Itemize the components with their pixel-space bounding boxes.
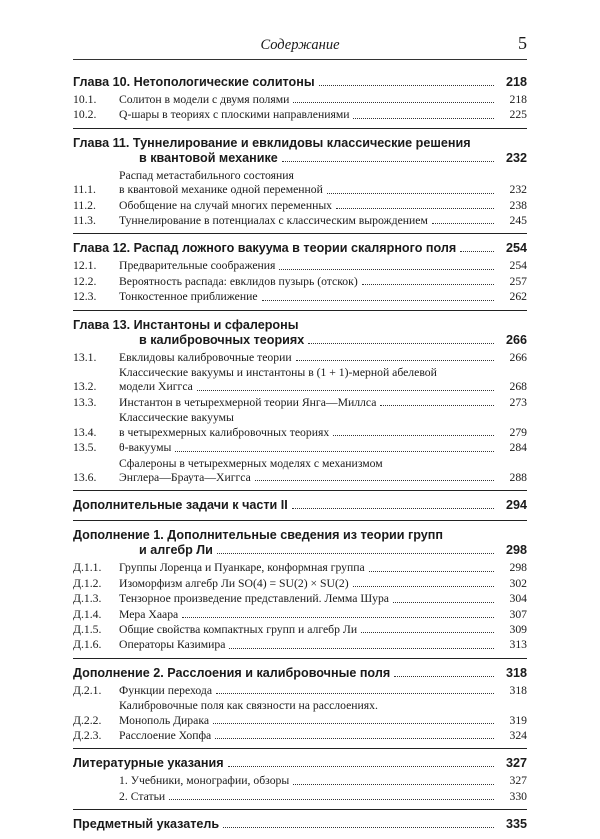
entry-title: Расслоение Хопфа — [119, 728, 212, 742]
chapter-title-line2-row — [73, 151, 497, 166]
toc-entry[interactable] — [73, 577, 527, 591]
table-of-contents — [73, 71, 527, 839]
toc-entry[interactable] — [73, 169, 527, 198]
entry-page: 218 — [509, 93, 527, 106]
toc-entry[interactable] — [73, 608, 527, 622]
leader-dots — [262, 300, 494, 301]
entry-title-line1: Классические вакуумы и инстантоны в (1 + 1)-мерной абелевой — [119, 366, 437, 380]
chapter-title-line1: Глава 11. Туннелирование и евклидовы классические решения — [73, 135, 471, 150]
chapter-heading — [73, 528, 497, 558]
entry-title-line2-row — [119, 471, 497, 485]
chapter-title-line2-row — [73, 333, 497, 348]
entry-text — [115, 259, 497, 273]
entry-text — [115, 290, 497, 304]
chapter-entry[interactable] — [73, 528, 527, 558]
toc-entry[interactable] — [73, 729, 527, 743]
entry-number: 13.2. — [73, 380, 97, 394]
chapter-title-line2-row — [73, 543, 497, 558]
entry-title: Предварительные соображения — [119, 259, 276, 273]
chapter-title-line2: и алгебр Ли — [139, 543, 213, 558]
entry-text — [115, 608, 497, 622]
leader-dots — [362, 284, 494, 285]
entry-title-row — [119, 351, 497, 365]
entry-page: 254 — [509, 259, 527, 273]
toc-entry[interactable] — [73, 108, 527, 122]
entry-title-row — [119, 623, 497, 637]
entry-text — [115, 592, 497, 606]
chapter-entry[interactable] — [73, 136, 527, 166]
entry-title-row — [119, 396, 497, 410]
leader-dots — [169, 799, 494, 800]
entry-title-row — [119, 684, 497, 698]
entry-title-row — [119, 561, 497, 575]
chapter-title-line2: в квантовой механике — [139, 150, 278, 165]
leader-dots — [308, 343, 494, 344]
leader-dots — [353, 586, 494, 587]
entry-title: 2. Статьи — [119, 789, 166, 803]
entry-text — [115, 457, 497, 486]
leader-dots — [213, 723, 494, 724]
entry-title-row — [119, 441, 497, 455]
entry-title: Группы Лоренца и Пуанкаре, конформная группа — [119, 561, 365, 575]
entry-page: 327 — [509, 774, 527, 788]
entry-text — [115, 623, 497, 637]
entry-title: Вероятность распада: евклидов пузырь (отскок) — [119, 274, 358, 288]
chapter-title-row — [73, 75, 497, 90]
leader-dots — [296, 360, 494, 361]
entry-page: 307 — [509, 607, 527, 621]
entry-title-row — [119, 108, 497, 122]
entry-title-row — [119, 275, 497, 289]
entry-title-line2-row — [119, 380, 497, 394]
entry-text — [115, 351, 497, 365]
entry-title: Изоморфизм алгебр Ли SO(4) = SU(2) × SU(2) — [119, 576, 349, 590]
toc-entry[interactable] — [73, 774, 527, 788]
entry-text — [115, 577, 497, 591]
entry-page: 324 — [509, 728, 527, 742]
chapter-page: 254 — [505, 241, 527, 256]
leader-dots — [292, 508, 494, 509]
chapter-title-row — [73, 756, 497, 771]
running-header — [73, 33, 527, 63]
entry-text — [115, 214, 497, 228]
toc-entry[interactable] — [73, 366, 527, 395]
entry-title-row — [119, 774, 497, 788]
entry-page: 288 — [509, 470, 527, 484]
entry-page: 309 — [509, 622, 527, 636]
entry-number: 11.1. — [73, 183, 96, 197]
entry-number: 12.1. — [73, 259, 97, 273]
entry-title: Солитон в модели с двумя полями — [119, 93, 290, 106]
entry-number: Д.2.2. — [73, 713, 102, 727]
chapter-heading — [73, 75, 497, 90]
toc-entry[interactable] — [73, 275, 527, 289]
entry-title: Обобщение на случай многих переменных — [119, 198, 333, 212]
leader-dots — [460, 251, 494, 252]
entry-text — [115, 108, 497, 122]
toc-entry[interactable] — [73, 214, 527, 228]
entry-title-row — [119, 290, 497, 304]
toc-section — [73, 128, 527, 234]
toc-section — [73, 658, 527, 749]
entry-title: 1. Учебники, монографии, обзоры — [119, 774, 290, 788]
toc-entry[interactable] — [73, 561, 527, 575]
chapter-heading — [73, 666, 497, 681]
chapter-entry[interactable] — [73, 666, 527, 681]
entry-title: θ-вакуумы — [119, 441, 172, 455]
entry-number: 12.2. — [73, 274, 97, 288]
chapter-entry[interactable] — [73, 75, 527, 90]
entry-title-line1: Сфалероны в четырехмерных моделях с механизмом — [119, 456, 383, 470]
entry-title-line2: Монополь Дирака — [119, 713, 210, 727]
chapter-entry[interactable] — [73, 241, 527, 256]
chapter-title: Дополнение 2. Расслоения и калибровочные поля — [73, 665, 391, 680]
entry-number: Д.1.3. — [73, 592, 102, 606]
chapter-title-row — [73, 498, 497, 513]
entry-page: 330 — [509, 789, 527, 803]
entry-title-line1: Калибровочные поля как связности на расслоениях. — [119, 699, 378, 713]
entry-title: Тензорное произведение представлений. Лемма Шура — [119, 592, 389, 606]
entry-text — [115, 561, 497, 575]
entry-title: Тонкостенное приближение — [119, 290, 258, 304]
chapter-entry[interactable] — [73, 756, 527, 771]
toc-entry[interactable] — [73, 441, 527, 455]
toc-section — [73, 809, 527, 839]
chapter-heading — [73, 756, 497, 771]
chapter-heading — [73, 318, 497, 348]
entry-number: 13.4. — [73, 425, 97, 439]
chapter-title-line1: Дополнение 1. Дополнительные сведения из теории групп — [73, 528, 444, 543]
leader-dots — [293, 784, 494, 785]
toc-entry[interactable] — [73, 93, 527, 107]
entry-page: 318 — [509, 683, 527, 697]
chapter-title-line1: Глава 13. Инстантоны и сфалероны — [73, 317, 299, 332]
entry-page: 298 — [509, 561, 527, 575]
toc-section — [73, 748, 527, 809]
entry-page: 262 — [509, 290, 527, 304]
leader-dots — [215, 738, 494, 739]
toc-entry[interactable] — [73, 457, 527, 486]
chapter-heading — [73, 817, 497, 832]
entry-page: 266 — [509, 350, 527, 364]
entry-title-line2: в четырехмерных калибровочных теориях — [119, 425, 330, 439]
entry-title: Евклидовы калибровочные теории — [119, 350, 292, 364]
entry-title: Общие свойства компактных групп и алгебр Ли — [119, 622, 358, 636]
leader-dots — [432, 223, 494, 224]
entry-page: 273 — [509, 395, 527, 409]
chapter-entry[interactable] — [73, 498, 527, 513]
entry-title-row — [119, 608, 497, 622]
entry-title-row — [119, 259, 497, 273]
leader-dots — [333, 435, 494, 436]
entry-number: 11.3. — [73, 214, 96, 228]
leader-dots — [353, 118, 494, 119]
chapter-title: Дополнительные задачи к части II — [73, 498, 288, 513]
entry-page: 304 — [509, 592, 527, 606]
leader-dots — [327, 193, 494, 194]
entry-number: 13.1. — [73, 350, 97, 364]
entry-page: 238 — [509, 198, 527, 212]
entry-number: 12.3. — [73, 290, 97, 304]
entry-page: 284 — [509, 441, 527, 455]
entry-text — [115, 411, 497, 440]
chapter-page: 266 — [505, 332, 527, 347]
chapter-title: Глава 10. Нетопологические солитоны — [73, 75, 315, 89]
chapter-page: 327 — [505, 756, 527, 771]
entry-number: Д.1.1. — [73, 561, 102, 575]
entry-number: Д.2.1. — [73, 683, 102, 697]
toc-section — [73, 310, 527, 491]
leader-dots — [175, 451, 494, 452]
header-rule — [73, 59, 527, 60]
entry-page: 232 — [509, 183, 527, 197]
entry-title-line1: Классические вакуумы — [119, 411, 234, 425]
leader-dots — [229, 648, 494, 649]
leader-dots — [293, 102, 494, 103]
chapter-page: 335 — [505, 817, 527, 832]
toc-entry[interactable] — [73, 411, 527, 440]
leader-dots — [217, 553, 494, 554]
entry-page: 279 — [509, 425, 527, 439]
toc-entry[interactable] — [73, 684, 527, 698]
entry-title-line2-row — [119, 714, 497, 728]
entry-title-line1: Распад метастабильного состояния — [119, 168, 294, 182]
leader-dots — [361, 632, 494, 633]
leader-dots — [394, 676, 494, 677]
entry-text — [115, 684, 497, 698]
entry-page: 225 — [509, 108, 527, 122]
entry-page: 313 — [509, 638, 527, 652]
chapter-title: Предметный указатель — [73, 817, 220, 832]
entry-text — [115, 790, 497, 804]
leader-dots — [216, 693, 494, 694]
running-title: Содержание — [260, 37, 340, 53]
leader-dots — [336, 208, 494, 209]
entry-title: Операторы Казимира — [119, 638, 226, 652]
toc-section — [73, 490, 527, 520]
entry-page: 302 — [509, 576, 527, 590]
entry-number: Д.1.2. — [73, 576, 102, 590]
toc-entry[interactable] — [73, 638, 527, 652]
entry-text — [115, 199, 497, 213]
entry-title-row — [119, 199, 497, 213]
leader-dots — [197, 390, 494, 391]
entry-text — [115, 396, 497, 410]
entry-text — [115, 93, 497, 107]
leader-dots — [393, 602, 494, 603]
toc-entry[interactable] — [73, 623, 527, 637]
toc-section — [73, 75, 527, 128]
entry-number: 11.2. — [73, 198, 96, 212]
entry-title: Функции перехода — [119, 683, 213, 697]
entry-number: 13.6. — [73, 470, 97, 484]
entry-number: Д.1.4. — [73, 607, 102, 621]
entry-title: Туннелирование в потенциалах с классическим вырождением — [119, 214, 428, 228]
toc-entry[interactable] — [73, 790, 527, 804]
leader-dots — [282, 161, 494, 162]
chapter-heading — [73, 498, 497, 513]
leader-dots — [228, 766, 494, 767]
entry-number: 10.1. — [73, 93, 97, 106]
entry-text — [115, 366, 497, 395]
entry-title-line2: модели Хиггса — [119, 380, 193, 394]
entry-title: Инстантон в четырехмерной теории Янга—Миллса — [119, 395, 377, 409]
entry-title-row — [119, 790, 497, 804]
entry-title-line2-row — [119, 183, 497, 197]
entry-title-line2-row — [119, 426, 497, 440]
chapter-page: 218 — [505, 75, 527, 89]
chapter-title-row — [73, 666, 497, 681]
chapter-heading — [73, 241, 497, 256]
entry-title-line2: Энглера—Браута—Хиггса — [119, 470, 251, 484]
chapter-heading — [73, 136, 497, 166]
leader-dots — [319, 85, 494, 86]
chapter-title: Литературные указания — [73, 756, 224, 771]
toc-entry[interactable] — [73, 290, 527, 304]
leader-dots — [279, 269, 494, 270]
toc-entry[interactable] — [73, 396, 527, 410]
entry-text — [115, 169, 497, 198]
entry-title-row — [119, 214, 497, 228]
entry-text — [115, 729, 497, 743]
chapter-title-row — [73, 241, 497, 256]
toc-section — [73, 520, 527, 657]
entry-title-row — [119, 729, 497, 743]
leader-dots — [223, 827, 494, 828]
entry-text — [115, 441, 497, 455]
entry-page: 319 — [509, 713, 527, 727]
page-number: 5 — [518, 33, 527, 53]
entry-title-row — [119, 638, 497, 652]
toc-entry[interactable] — [73, 259, 527, 273]
toc-section — [73, 233, 527, 309]
chapter-page: 298 — [505, 543, 527, 558]
entry-text — [115, 774, 497, 788]
chapter-title-line2: в калибровочных теориях — [139, 332, 305, 347]
entry-title: Мера Хаара — [119, 607, 179, 621]
entry-number: 10.2. — [73, 108, 97, 122]
entry-page: 245 — [509, 214, 527, 228]
entry-text — [115, 638, 497, 652]
entry-page: 268 — [509, 380, 527, 394]
entry-number: Д.1.6. — [73, 638, 102, 652]
chapter-title-row — [73, 817, 497, 832]
leader-dots — [182, 617, 494, 618]
entry-text — [115, 699, 497, 728]
toc-entry[interactable] — [73, 699, 527, 728]
entry-title-row — [119, 592, 497, 606]
leader-dots — [369, 571, 494, 572]
chapter-title: Глава 12. Распад ложного вакуума в теории скалярного поля — [73, 241, 457, 256]
toc-entry[interactable] — [73, 199, 527, 213]
entry-number: Д.2.3. — [73, 728, 102, 742]
entry-title-row — [119, 93, 497, 107]
entry-number: 13.3. — [73, 395, 97, 409]
chapter-entry[interactable] — [73, 318, 527, 348]
entry-page: 257 — [509, 274, 527, 288]
toc-entry[interactable] — [73, 351, 527, 365]
entry-text — [115, 275, 497, 289]
chapter-page: 232 — [505, 150, 527, 165]
entry-title: Q-шары в теориях с плоскими направлениями — [119, 108, 350, 122]
chapter-page: 318 — [505, 665, 527, 680]
leader-dots — [255, 480, 494, 481]
toc-entry[interactable] — [73, 592, 527, 606]
chapter-entry[interactable] — [73, 817, 527, 832]
leader-dots — [380, 405, 494, 406]
entry-number: 13.5. — [73, 441, 97, 455]
entry-title-row — [119, 577, 497, 591]
chapter-page: 294 — [505, 498, 527, 513]
entry-number: Д.1.5. — [73, 622, 102, 636]
entry-title-line2: в квантовой механике одной переменной — [119, 183, 323, 197]
